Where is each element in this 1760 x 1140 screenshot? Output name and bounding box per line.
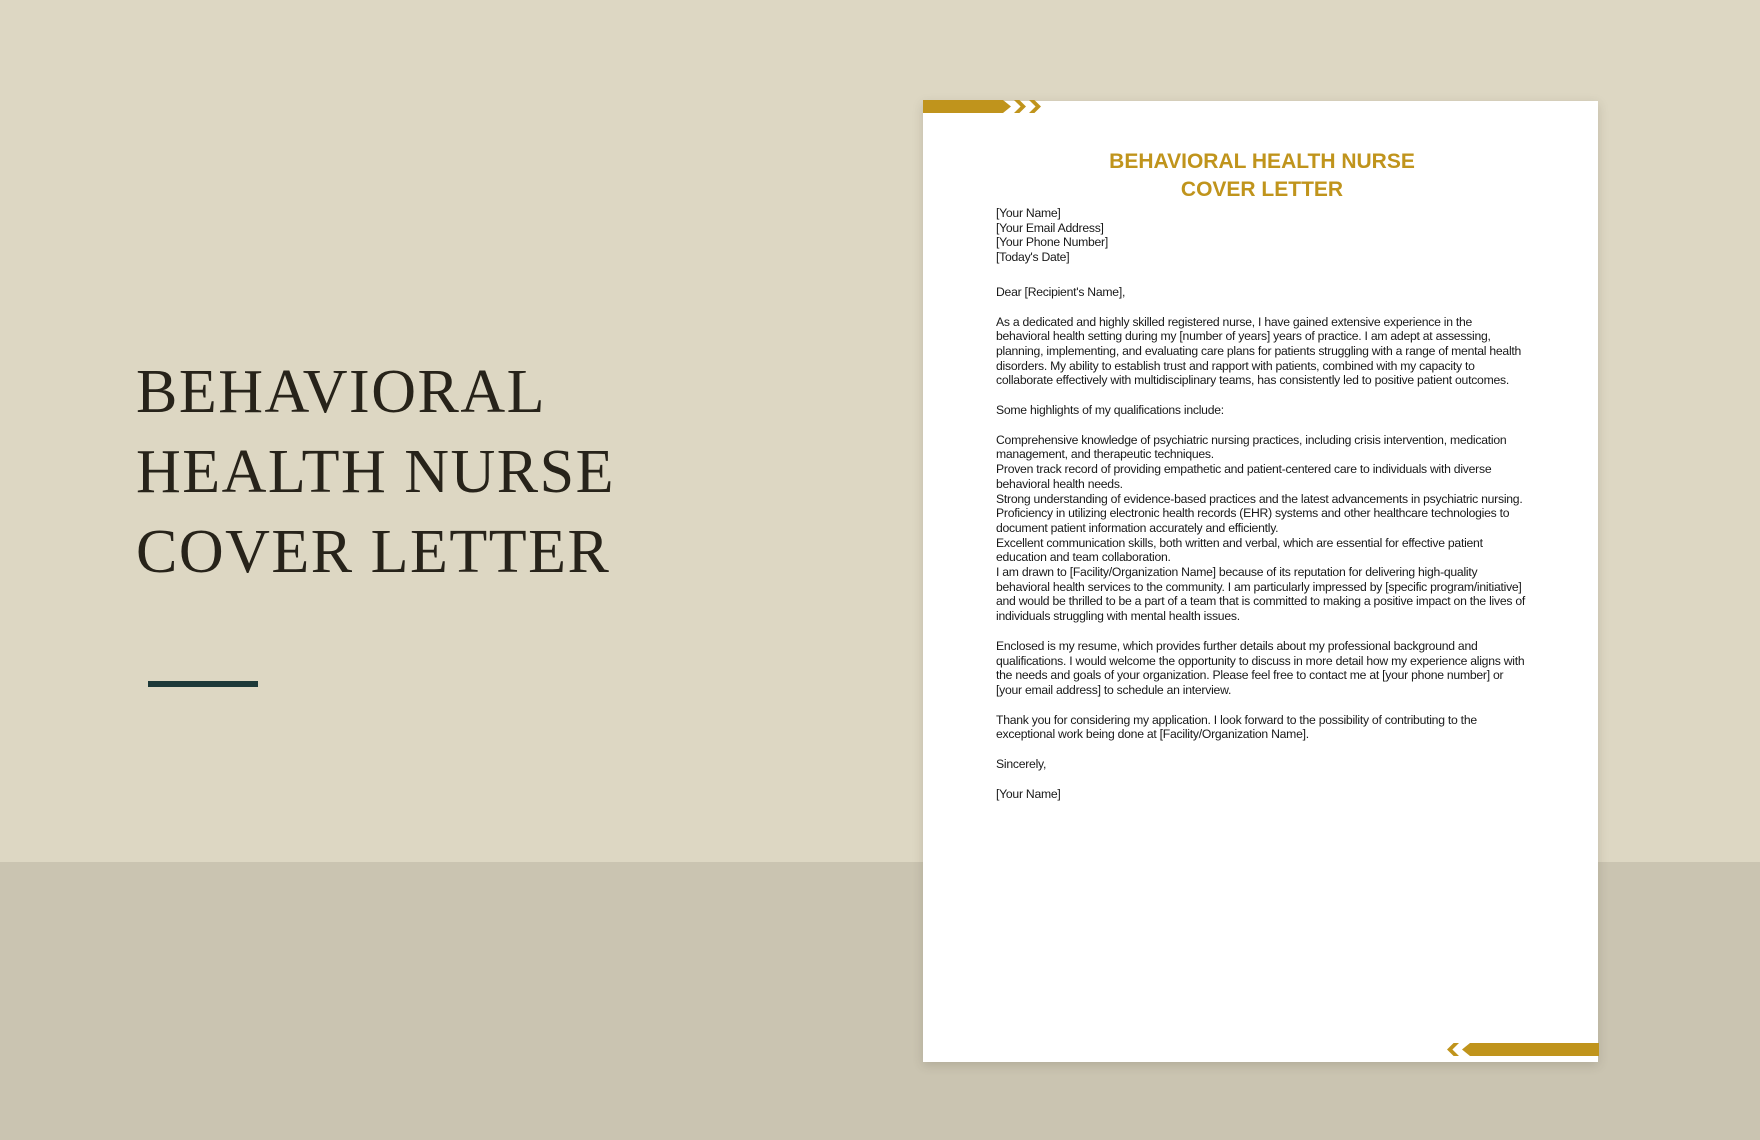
headline-line-1: BEHAVIORAL bbox=[136, 358, 546, 426]
contact-block bbox=[996, 206, 1528, 265]
contact-name: [Your Name] bbox=[996, 206, 1061, 220]
letter-title-line-1: BEHAVIORAL HEALTH NURSE bbox=[1109, 150, 1415, 173]
contact-date: [Today's Date] bbox=[996, 250, 1070, 265]
qualifications-block bbox=[996, 433, 1528, 624]
chevron-right-icon bbox=[1014, 100, 1026, 113]
intro-paragraph: As a dedicated and highly skilled registered nurse, I have gained extensive experience in the behavioral health setting during my [number of years] years of practice. I am adept at assessing, planning, implementing, and evaluating care plans for patients struggling with a range of mental health disorders. My ability to establish trust and rapport with patients, combined with my capacity to collaborate effectively with multidisciplinary teams, has consistently led to positive patient outcomes. bbox=[996, 314, 1522, 388]
letter-title bbox=[996, 148, 1528, 204]
left-headline bbox=[136, 352, 615, 592]
enclosed-paragraph: Enclosed is my resume, which provides further details about my professional background and qualifications. I would welcome the opportunity to discuss in more detail how my experience aligns with the needs and goals of your organization. Please feel free to contact me at [your phone number] or [your email address] to schedule an interview. bbox=[996, 638, 1525, 697]
qualification-item: Excellent communication skills, both written and verbal, which are essential for effective patient education and team collaboration. bbox=[996, 535, 1483, 565]
qualification-item: Comprehensive knowledge of psychiatric nursing practices, including crisis intervention, medication management, and therapeutic techniques. bbox=[996, 432, 1507, 462]
qualification-item: Strong understanding of evidence-based practices and the latest advancements in psychiatric nursing. bbox=[996, 491, 1523, 506]
thanks-paragraph: Thank you for considering my application. I look forward to the possibility of contributing to the exceptional work being done at [Facility/Organization Name]. bbox=[996, 712, 1477, 742]
gold-bar-icon bbox=[1462, 1043, 1599, 1056]
highlights-heading: Some highlights of my qualifications include: bbox=[996, 403, 1224, 418]
qualification-item: Proficiency in utilizing electronic health records (EHR) systems and other healthcare technologies to document patient information accurately and efficiently. bbox=[996, 506, 1510, 535]
contact-phone: [Your Phone Number] bbox=[996, 235, 1109, 250]
gold-bar-icon bbox=[923, 100, 1011, 113]
letter-content bbox=[996, 148, 1528, 802]
letter-title-line-2: COVER LETTER bbox=[1180, 178, 1344, 201]
cover-letter-page bbox=[923, 101, 1598, 1062]
headline-line-2: HEALTH NURSE bbox=[136, 438, 616, 506]
headline-underline bbox=[148, 681, 258, 687]
qualification-item: Proven track record of providing empathetic and patient-centered care to individuals with diverse behavioral health needs. bbox=[996, 462, 1492, 491]
gold-arrow-top-decoration bbox=[923, 100, 1041, 113]
chevron-left-icon bbox=[1447, 1043, 1459, 1056]
gold-arrow-bottom-decoration bbox=[1447, 1043, 1599, 1056]
signoff: Sincerely, bbox=[996, 757, 1047, 772]
signature: [Your Name] bbox=[996, 786, 1061, 801]
chevron-right-icon bbox=[1029, 100, 1041, 113]
salutation: Dear [Recipient's Name], bbox=[996, 284, 1126, 299]
headline-line-3: COVER LETTER bbox=[136, 518, 611, 586]
facility-paragraph: I am drawn to [Facility/Organization Name] because of its reputation for delivering high-quality behavioral health services to the community. I am particularly impressed by [specific program/initiative] and would be thrilled to be a part of a team that is committed to making a positive impact on the lives of individuals struggling with mental health issues. bbox=[996, 565, 1526, 624]
contact-email: [Your Email Address] bbox=[996, 220, 1104, 235]
